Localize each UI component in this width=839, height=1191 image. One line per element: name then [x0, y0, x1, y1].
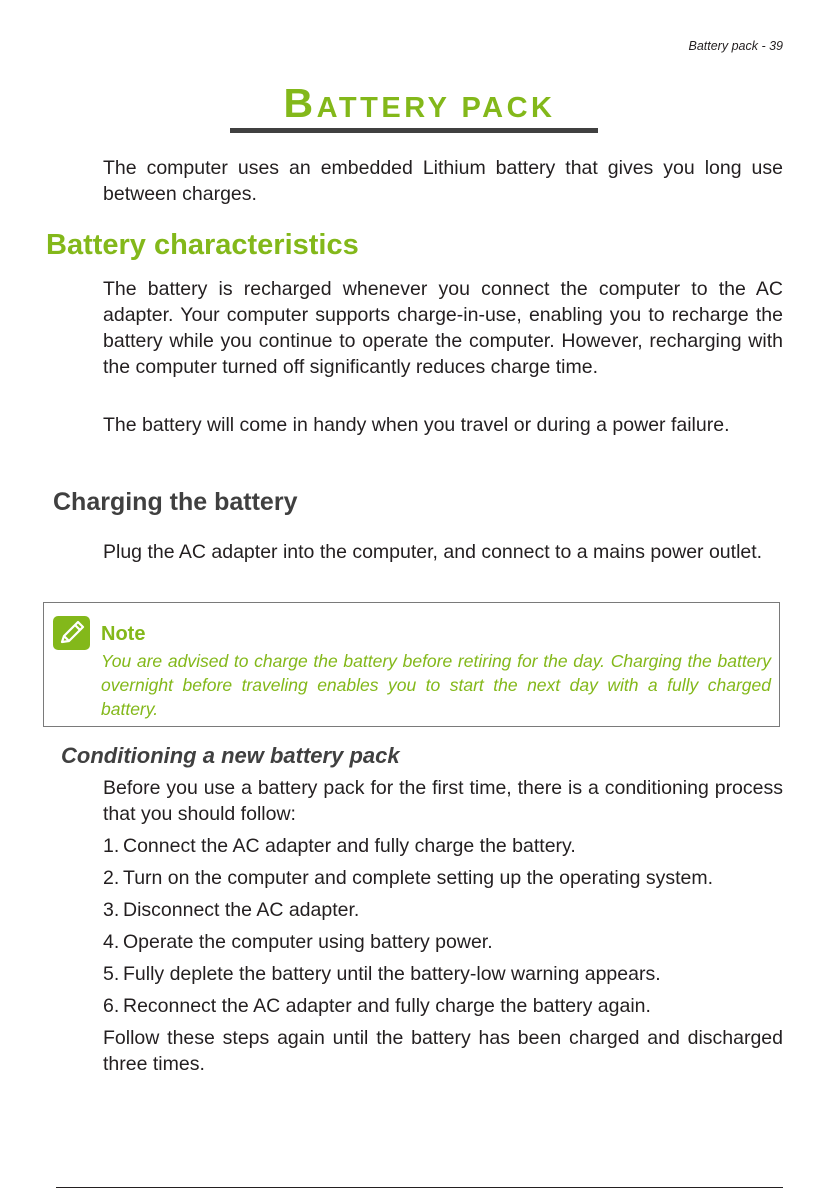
list-item: 6. Reconnect the AC adapter and fully charge the battery again. [103, 995, 651, 1017]
note-title: Note [101, 623, 146, 645]
characteristics-paragraph-2: The battery will come in handy when you travel or during a power failure. [103, 414, 730, 436]
note-box [43, 602, 780, 727]
pencil-icon [53, 616, 90, 650]
intro-paragraph: The computer uses an embedded Lithium battery that gives you long use between charges. [103, 157, 783, 205]
section-heading-charging: Charging the battery [53, 488, 298, 516]
list-item: 3. Disconnect the AC adapter. [103, 899, 360, 921]
conditioning-steps [103, 833, 793, 1025]
note-text: You are advised to charge the battery before retiring for the day. Charging the battery overnight before traveling enables you to start the next day with a fully charged battery. [101, 651, 771, 719]
list-item: 2. Turn on the computer and complete setting up the operating system. [103, 867, 714, 889]
conditioning-intro: Before you use a battery pack for the first time, there is a conditioning process that you should follow: [103, 777, 783, 825]
section-heading-battery-characteristics: Battery characteristics [46, 229, 359, 261]
list-item: 4. Operate the computer using battery power. [103, 931, 493, 953]
charging-paragraph: Plug the AC adapter into the computer, and connect to a mains power outlet. [103, 541, 763, 563]
conditioning-outro: Follow these steps again until the battery has been charged and discharged three times. [103, 1027, 783, 1075]
title-underline [230, 128, 598, 133]
page-title-rest: ATTERY PACK [316, 92, 556, 124]
characteristics-paragraph-1: The battery is recharged whenever you connect the computer to the AC adapter. Your computer supports charge-in-use, enabling you to recharge the battery while you continue to operate the computer. However, recharging with the computer turned off significantly reduces charge time. [103, 278, 783, 378]
footer-rule [56, 1187, 783, 1188]
list-item: 1. Connect the AC adapter and fully charge the battery. [103, 835, 576, 857]
running-header: Battery pack - 39 [688, 39, 783, 53]
page-title-initial: B [283, 80, 317, 126]
list-item: 5. Fully deplete the battery until the battery-low warning appears. [103, 963, 661, 985]
subsection-heading-conditioning: Conditioning a new battery pack [61, 743, 400, 768]
page-title [0, 80, 839, 127]
